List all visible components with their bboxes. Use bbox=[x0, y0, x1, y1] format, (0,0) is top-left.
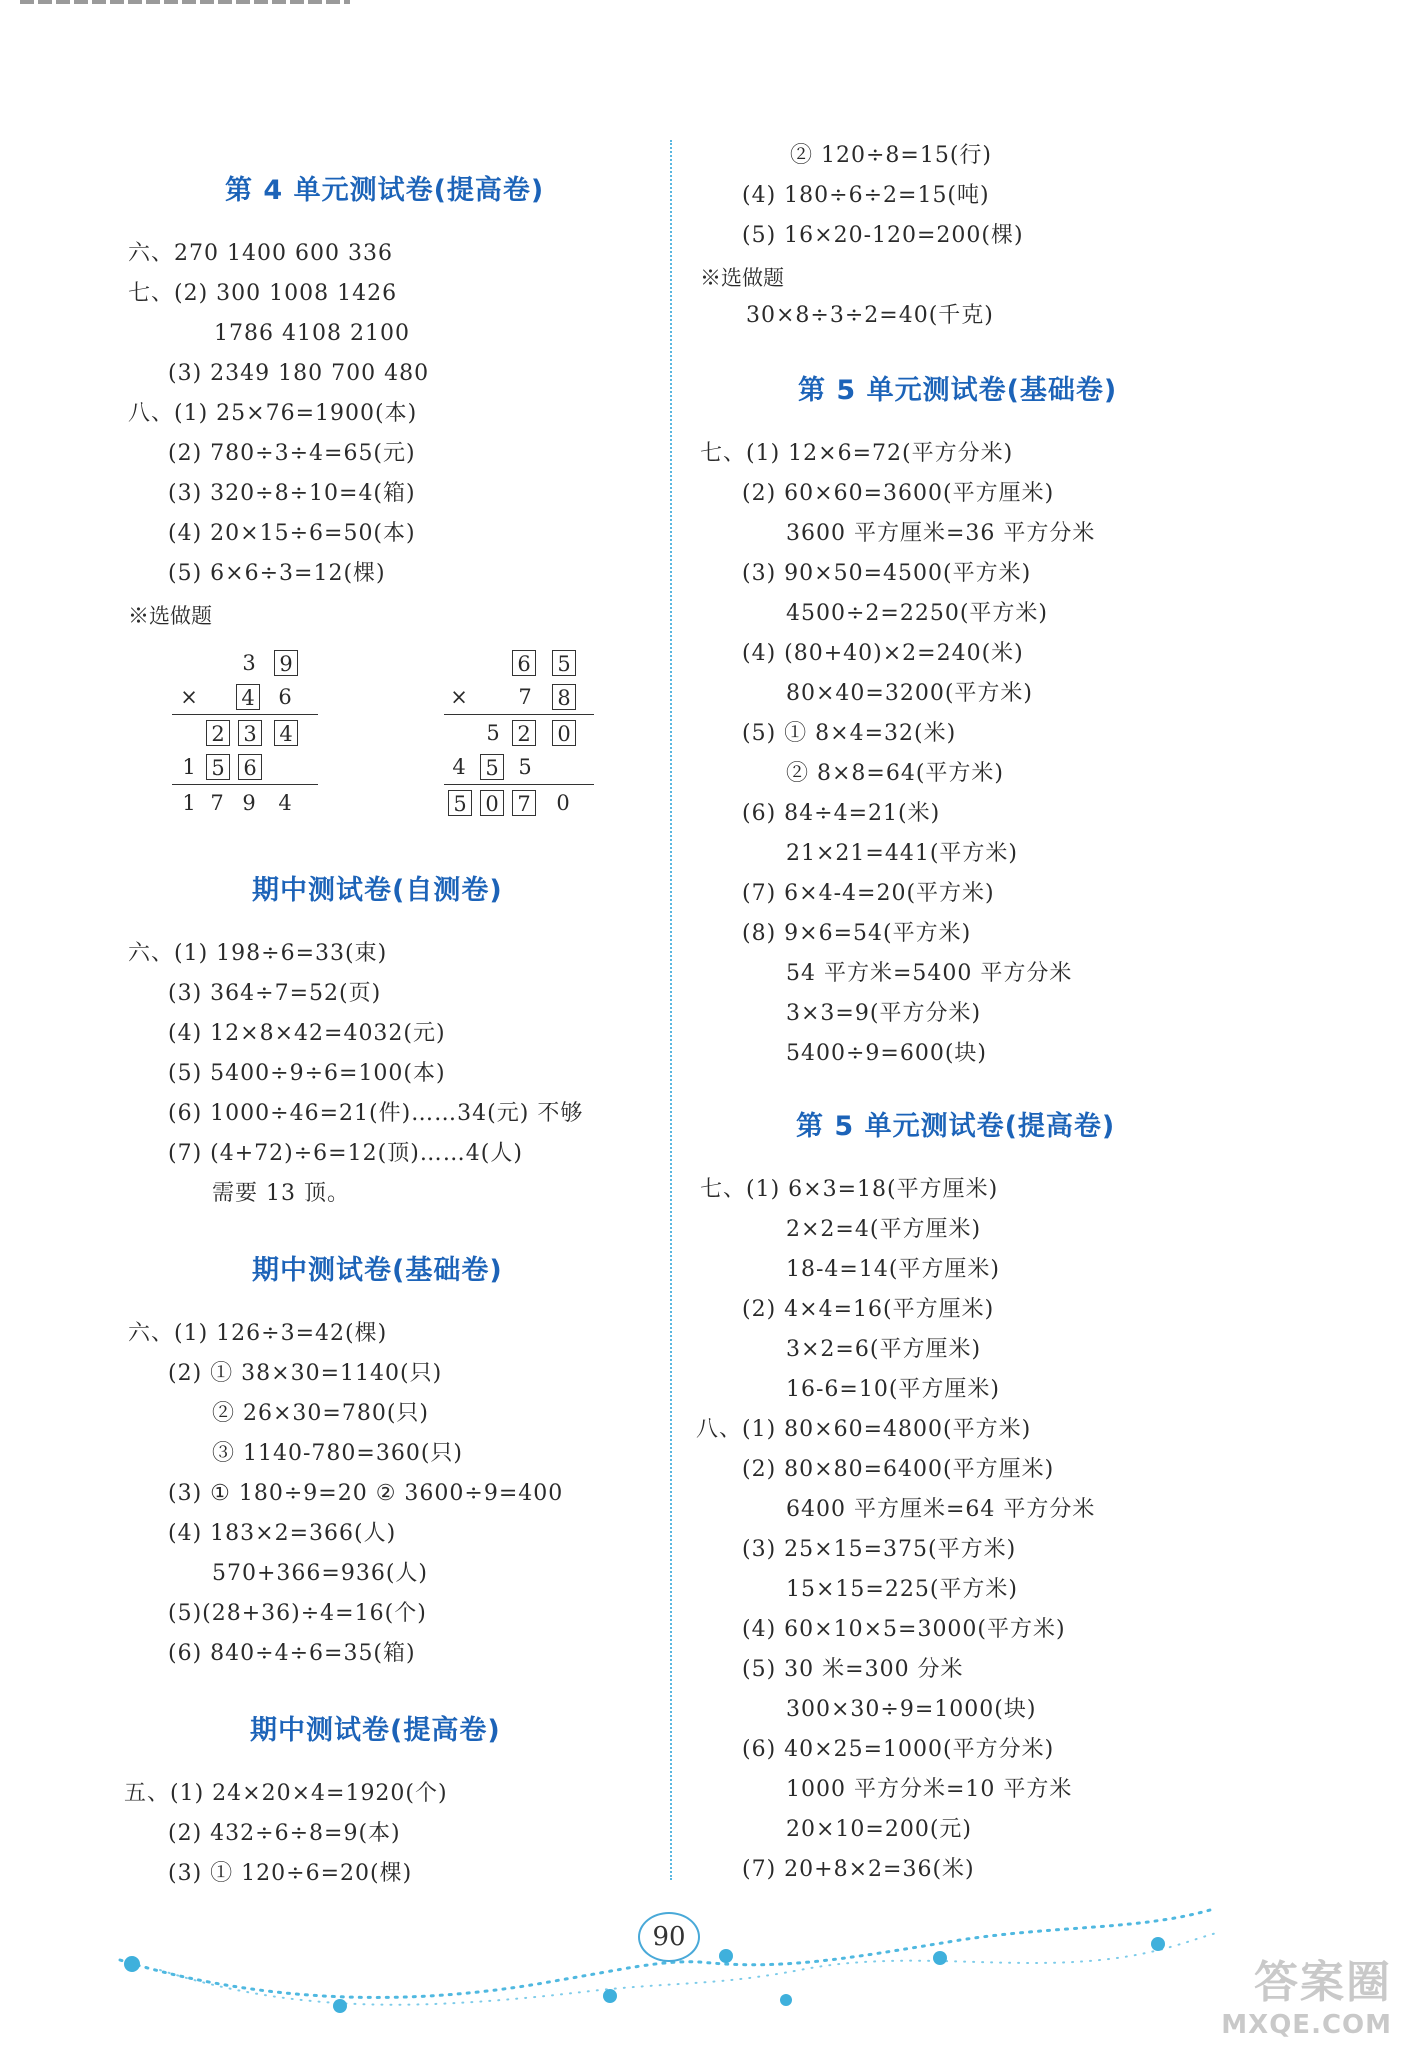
answer-line: (5) 16×20-120=200(棵) bbox=[742, 223, 1024, 248]
answer-line: 六、(1) 126÷3=42(棵) bbox=[128, 1321, 388, 1346]
answer-line: (5) 30 米=300 分米 bbox=[742, 1657, 964, 1682]
digit: 5 bbox=[518, 755, 532, 779]
answer-line: (6) 1000÷46=21(件)……34(元) 不够 bbox=[168, 1101, 584, 1126]
answer-line: 54 平方米=5400 平方分米 bbox=[786, 961, 1073, 986]
section-title-midterm-advanced: 期中测试卷(提高卷) bbox=[250, 1715, 501, 1746]
answer-line: (2) 780÷3÷4=65(元) bbox=[168, 441, 416, 466]
digit-box: 4 bbox=[236, 684, 260, 710]
vertical-multiplication-2 bbox=[440, 642, 600, 832]
answer-line: ② 120÷8=15(行) bbox=[790, 143, 993, 168]
answer-line: 5400÷9=600(块) bbox=[786, 1041, 988, 1066]
answer-line: (7) (4+72)÷6=12(顶)……4(人) bbox=[168, 1141, 523, 1166]
answer-line: 30×8÷3÷2=40(千克) bbox=[746, 303, 994, 328]
answer-line: (4) 180÷6÷2=15(吨) bbox=[742, 183, 990, 208]
section-title-unit5-basic: 第 5 单元测试卷(基础卷) bbox=[798, 375, 1118, 406]
answer-line: (4) 20×15÷6=50(本) bbox=[168, 521, 416, 546]
digit-box: 5 bbox=[552, 650, 576, 676]
answer-line: 八、(1) 25×76=1900(本) bbox=[128, 401, 418, 426]
answer-line: 七、(2) 300 1008 1426 bbox=[128, 281, 398, 306]
answer-line: 六、(1) 198÷6=33(束) bbox=[128, 941, 388, 966]
digit: 6 bbox=[278, 685, 292, 709]
digit: 1 bbox=[182, 755, 196, 779]
answer-line: (5) 6×6÷3=12(棵) bbox=[168, 561, 386, 586]
answer-line: (4) 183×2=366(人) bbox=[168, 1521, 397, 1546]
answer-line: ③ 1140-780=360(只) bbox=[212, 1441, 463, 1466]
answer-line: 570+366=936(人) bbox=[212, 1561, 429, 1586]
answer-line: (3) ① 120÷6=20(棵) bbox=[168, 1861, 413, 1886]
answer-line: (7) 20+8×2=36(米) bbox=[742, 1857, 975, 1882]
page-number: 90 bbox=[638, 1912, 700, 1962]
digit-box: 8 bbox=[552, 684, 576, 710]
answer-line: (2) 60×60=3600(平方厘米) bbox=[742, 481, 1055, 506]
column-divider bbox=[670, 140, 672, 1880]
answer-line: (4) (80+40)×2=240(米) bbox=[742, 641, 1024, 666]
answer-line: 八、(1) 80×60=4800(平方米) bbox=[696, 1417, 1032, 1442]
section-title-unit5-advanced: 第 5 单元测试卷(提高卷) bbox=[796, 1111, 1116, 1142]
answer-line: 七、(1) 6×3=18(平方厘米) bbox=[700, 1177, 999, 1202]
answer-line: (7) 6×4-4=20(平方米) bbox=[742, 881, 995, 906]
answer-line: (3) 90×50=4500(平方米) bbox=[742, 561, 1032, 586]
section-title-unit4-advanced: 第 4 单元测试卷(提高卷) bbox=[225, 175, 545, 206]
answer-line: 20×10=200(元) bbox=[786, 1817, 973, 1842]
answer-line: (3) 2349 180 700 480 bbox=[168, 361, 430, 386]
answer-line: (6) 84÷4=21(米) bbox=[742, 801, 941, 826]
answer-line: 15×15=225(平方米) bbox=[786, 1577, 1019, 1602]
digit: 7 bbox=[518, 685, 532, 709]
watermark-logo bbox=[1221, 1946, 1392, 2040]
answer-line: 五、(1) 24×20×4=1920(个) bbox=[124, 1781, 448, 1806]
answer-line: 2×2=4(平方厘米) bbox=[786, 1217, 982, 1242]
decorative-dotted-wave bbox=[0, 1890, 1406, 2046]
digit-box: 4 bbox=[274, 720, 298, 746]
digit-box: 5 bbox=[448, 790, 472, 816]
answer-line: (6) 40×25=1000(平方分米) bbox=[742, 1737, 1055, 1762]
answer-line: 3×2=6(平方厘米) bbox=[786, 1337, 982, 1362]
rule-line bbox=[172, 784, 318, 785]
watermark-url: MXQE.COM bbox=[1221, 2010, 1392, 2040]
vertical-multiplication-1 bbox=[168, 642, 328, 832]
digit: 5 bbox=[486, 721, 500, 745]
digit-box: 5 bbox=[206, 754, 230, 780]
digit-box: 3 bbox=[238, 720, 262, 746]
digit: 7 bbox=[210, 791, 224, 815]
answer-line: (2) 4×4=16(平方厘米) bbox=[742, 1297, 995, 1322]
section-title-midterm-self: 期中测试卷(自测卷) bbox=[252, 875, 503, 906]
answer-line: 1786 4108 2100 bbox=[214, 321, 410, 346]
answer-line: 80×40=3200(平方米) bbox=[786, 681, 1034, 706]
answer-line: ② 26×30=780(只) bbox=[212, 1401, 430, 1426]
answer-line: (3) 320÷8÷10=4(箱) bbox=[168, 481, 416, 506]
answer-line: (6) 840÷4÷6=35(箱) bbox=[168, 1641, 416, 1666]
digit-box: 9 bbox=[274, 650, 298, 676]
answer-line: 需要 13 顶。 bbox=[212, 1181, 350, 1206]
answer-line: 六、270 1400 600 336 bbox=[128, 241, 393, 266]
answer-line: 21×21=441(平方米) bbox=[786, 841, 1019, 866]
watermark-text: 答案圈 bbox=[1254, 1957, 1392, 2008]
digit-box: 7 bbox=[512, 790, 536, 816]
answer-line: 1000 平方分米=10 平方米 bbox=[786, 1777, 1073, 1802]
answer-line: (5)(28+36)÷4=16(个) bbox=[168, 1601, 427, 1626]
answer-line: 6400 平方厘米=64 平方分米 bbox=[786, 1497, 1096, 1522]
answer-line: (2) 432÷6÷8=9(本) bbox=[168, 1821, 401, 1846]
rule-line bbox=[444, 784, 594, 785]
answer-line: (4) 60×10×5=3000(平方米) bbox=[742, 1617, 1066, 1642]
answer-line: 3600 平方厘米=36 平方分米 bbox=[786, 521, 1096, 546]
answer-line: 3×3=9(平方分米) bbox=[786, 1001, 982, 1026]
top-edge-dashes bbox=[20, 0, 350, 4]
answer-line: (3) 25×15=375(平方米) bbox=[742, 1537, 1017, 1562]
times-sign: × bbox=[180, 685, 198, 709]
answer-line: 300×30÷9=1000(块) bbox=[786, 1697, 1037, 1722]
answer-line: (5) 5400÷9÷6=100(本) bbox=[168, 1061, 446, 1086]
digit-box: 5 bbox=[480, 754, 504, 780]
digit-box: 0 bbox=[552, 720, 576, 746]
answer-line: 4500÷2=2250(平方米) bbox=[786, 601, 1049, 626]
digit-box: 2 bbox=[512, 720, 536, 746]
answer-line: 七、(1) 12×6=72(平方分米) bbox=[700, 441, 1014, 466]
answer-line: ② 8×8=64(平方米) bbox=[786, 761, 1005, 786]
optional-heading: ※选做题 bbox=[128, 604, 212, 628]
digit: 1 bbox=[182, 791, 196, 815]
answer-line: (2) ① 38×30=1140(只) bbox=[168, 1361, 443, 1386]
answer-line: (3) ① 180÷9=20 ② 3600÷9=400 bbox=[168, 1481, 564, 1506]
answer-line: (5) ① 8×4=32(米) bbox=[742, 721, 957, 746]
digit: 4 bbox=[452, 755, 466, 779]
rule-line bbox=[444, 714, 594, 715]
section-title-midterm-basic: 期中测试卷(基础卷) bbox=[252, 1255, 503, 1286]
answer-line: (4) 12×8×42=4032(元) bbox=[168, 1021, 446, 1046]
digit: 9 bbox=[242, 791, 256, 815]
optional-heading: ※选做题 bbox=[700, 266, 784, 290]
answer-line: 18-4=14(平方厘米) bbox=[786, 1257, 1001, 1282]
times-sign: × bbox=[450, 685, 468, 709]
answer-line: (8) 9×6=54(平方米) bbox=[742, 921, 972, 946]
digit: 3 bbox=[242, 651, 256, 675]
digit: 0 bbox=[556, 791, 570, 815]
answer-line: (2) 80×80=6400(平方厘米) bbox=[742, 1457, 1055, 1482]
digit: 4 bbox=[278, 791, 292, 815]
answer-line: 16-6=10(平方厘米) bbox=[786, 1377, 1001, 1402]
answer-line: (3) 364÷7=52(页) bbox=[168, 981, 382, 1006]
digit-box: 2 bbox=[206, 720, 230, 746]
digit-box: 6 bbox=[512, 650, 536, 676]
digit-box: 6 bbox=[238, 754, 262, 780]
digit-box: 0 bbox=[480, 790, 504, 816]
rule-line bbox=[172, 714, 318, 715]
